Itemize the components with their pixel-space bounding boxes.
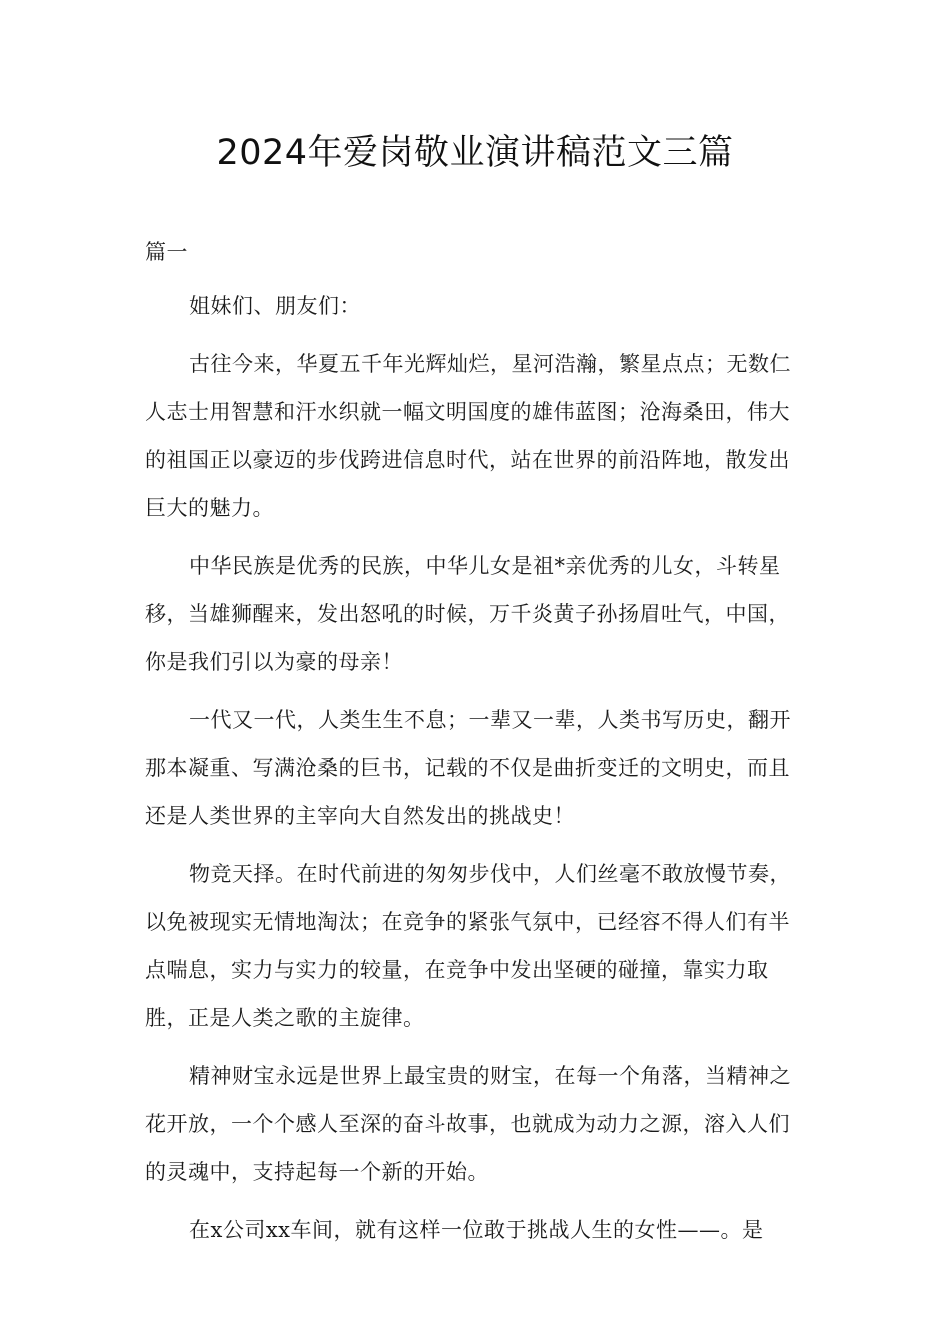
paragraph: 精神财宝永远是世界上最宝贵的财宝，在每一个角落，当精神之花开放，一个个感人至深的奋斗故事，也就成为动力之源，溶入人们的灵魂中，支持起每一个新的开始。	[145, 1064, 791, 1184]
document-body	[145, 228, 810, 1264]
document-title: 2024年爱岗敬业演讲稿范文三篇	[216, 133, 734, 173]
paragraph: 一代又一代，人类生生不息；一辈又一辈，人类书写历史，翻开那本凝重、写满沧桑的巨书，记载的不仅是曲折变迁的文明史，而且还是人类世界的主宰向大自然发出的挑战史！	[145, 708, 791, 828]
paragraph: 古往今来，华夏五千年光辉灿烂，星河浩瀚，繁星点点；无数仁人志士用智慧和汗水织就一幅文明国度的雄伟蓝图；沧海桑田，伟大的祖国正以豪迈的步伐跨进信息时代，站在世界的前沿阵地，散发出巨大的魅力。	[145, 352, 791, 520]
paragraph: 物竞天择。在时代前进的匆匆步伐中，人们丝毫不敢放慢节奏，以免被现实无情地淘汰；在竞争的紧张气氛中，已经容不得人们有半点喘息，实力与实力的较量，在竞争中发出坚硬的碰撞，靠实力取胜，正是人类之歌的主旋律。	[145, 862, 791, 1030]
paragraph: 中华民族是优秀的民族，中华儿女是祖*亲优秀的儿女，斗转星移，当雄狮醒来，发出怒吼的时候，万千炎黄子孙扬眉吐气，中国，你是我们引以为豪的母亲！	[145, 554, 790, 674]
paragraph: 在x公司xx车间，就有这样一位敢于挑战人生的女性——。是	[189, 1218, 764, 1242]
section-label: 篇一	[145, 240, 188, 264]
salutation: 姐妹们、朋友们：	[189, 294, 361, 318]
